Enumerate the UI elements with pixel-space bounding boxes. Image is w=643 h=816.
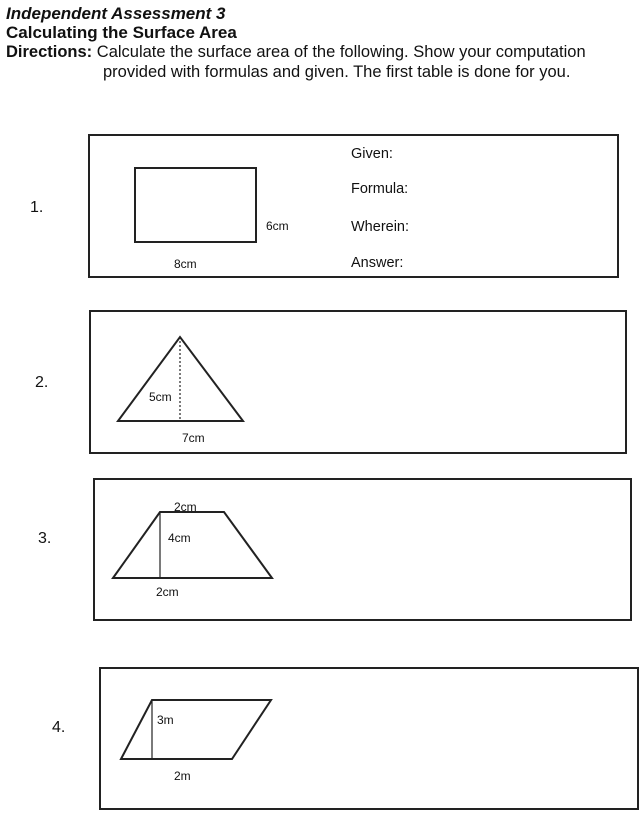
rectangle-width-label: 8cm [174, 257, 197, 271]
parallelogram-base-label: 2m [174, 769, 191, 783]
item-box-3 [93, 478, 632, 621]
directions-label: Directions: [6, 43, 93, 61]
trapezoid-height-label: 4cm [168, 531, 191, 545]
triangle-height-label: 5cm [149, 390, 172, 404]
directions-line-2: provided with formulas and given. The first table is done for you. [103, 63, 571, 81]
triangle-base-label: 7cm [182, 431, 205, 445]
item-number-2: 2. [35, 374, 49, 391]
item-box-4 [99, 667, 639, 810]
answer-label: Answer: [351, 255, 404, 271]
parallelogram-height-label: 3m [157, 713, 174, 727]
item-box-2 [89, 310, 627, 454]
worksheet-title: Independent Assessment 3 [6, 4, 226, 23]
formula-label: Formula: [351, 181, 409, 197]
given-label: Given: [351, 146, 393, 162]
worksheet-header [6, 4, 638, 82]
worksheet-subtitle: Calculating the Surface Area [6, 23, 237, 42]
rectangle-height-label: 6cm [266, 219, 289, 233]
directions-line-1: Calculate the surface area of the following. Show your computation [96, 43, 586, 61]
item-box-1 [88, 134, 619, 278]
parallelogram-figure [101, 669, 637, 808]
trapezoid-bottom-label: 2cm [156, 585, 179, 599]
wherein-label: Wherein: [351, 219, 410, 235]
item-number-1: 1. [30, 199, 44, 216]
directions [6, 42, 638, 82]
item-number-4: 4. [52, 719, 66, 736]
trapezoid-top-label: 2cm [174, 500, 197, 514]
triangle-figure [91, 312, 625, 452]
item-number-3: 3. [38, 530, 52, 547]
